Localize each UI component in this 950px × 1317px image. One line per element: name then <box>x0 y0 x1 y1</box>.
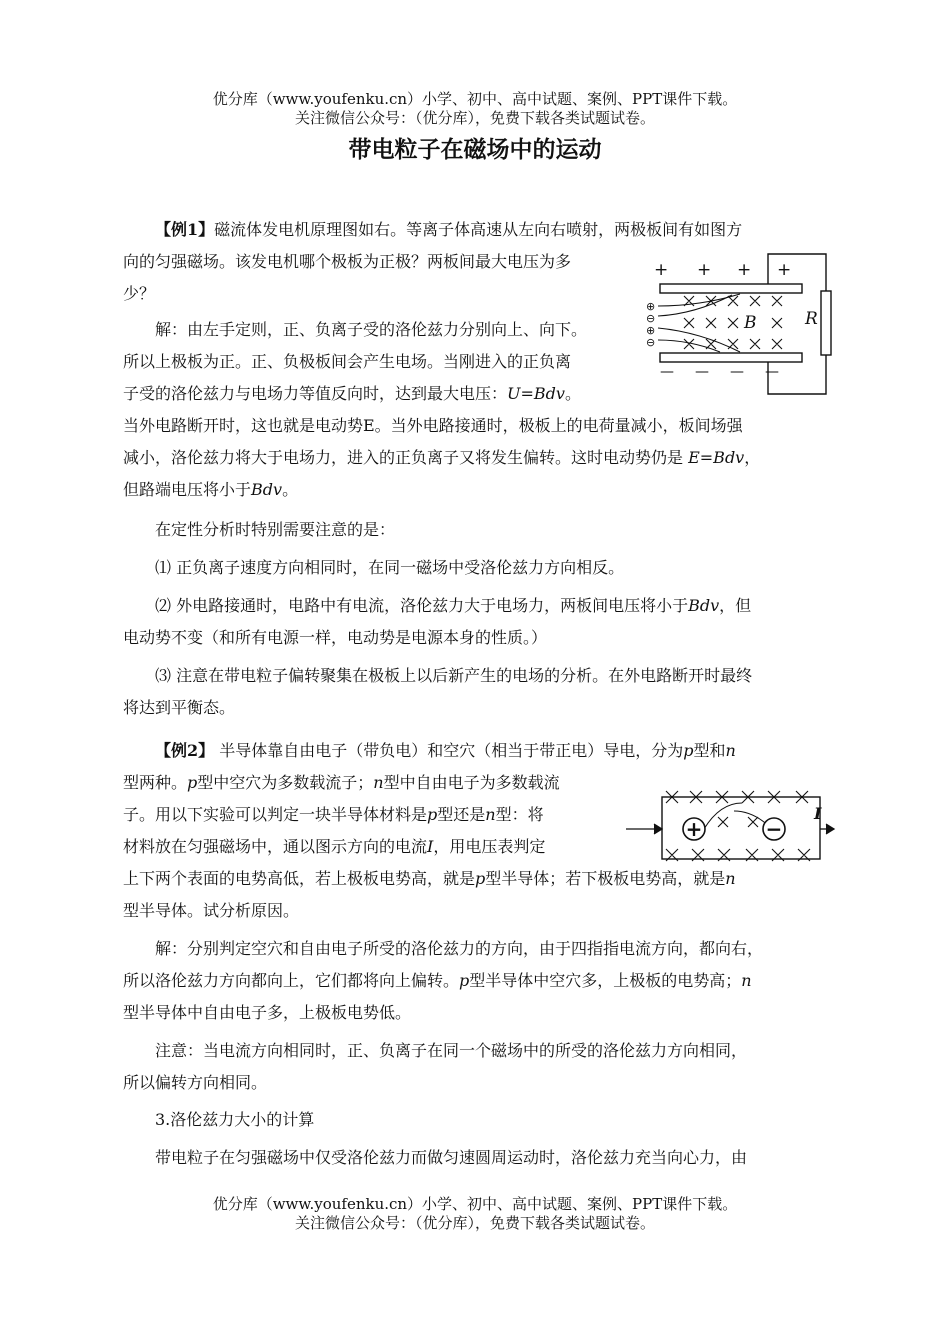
top-plate <box>660 284 802 293</box>
positive-ion-icon: ⊕ <box>646 324 656 337</box>
plus-sign: + <box>697 260 712 280</box>
example1-solution-line5: 减小，洛伦兹力将大于电场力，进入的正负离子又将发生偏转。这时电动势仍是 E=Bdv， <box>123 448 761 467</box>
minus-symbol: − <box>765 817 783 841</box>
example1-solution-line4: 当外电路断开时，这也就是电动势E。当外电路接通时，极板上的电荷量减小，板间场强 <box>123 416 743 435</box>
example2-line4: 材料放在匀强磁场中，通以图示方向的电流I，用电压表判定 <box>123 837 546 856</box>
example2-line2: 型两种。p型中空穴为多数载流子；n型中自由电子为多数载流 <box>123 773 560 792</box>
minus-sign: — <box>695 364 709 380</box>
magnetic-field-crosses <box>684 296 782 349</box>
example1-solution-line1: 解：由左手定则，正、负离子受的洛伦兹力分别向上、向下。 <box>155 320 588 339</box>
negative-ion-icon: ⊖ <box>646 312 656 325</box>
example1-solution-line6: 但路端电压将小于Bdv。 <box>123 480 299 499</box>
current-label-I: I <box>814 804 822 823</box>
example2-note-line1: 注意：当电流方向相同时，正、负离子在同一个磁场中的所受的洛伦兹力方向相同， <box>155 1041 748 1060</box>
example2-solution-line3: 型半导体中自由电子多，上极板电势低。 <box>123 1003 412 1022</box>
footer-line-2: 关注微信公众号：（优分库），免费下载各类试题试卷。 <box>294 1214 655 1232</box>
section3-heading: 3.洛伦兹力大小的计算 <box>155 1110 315 1129</box>
resistor-R <box>821 291 831 355</box>
example2-line6: 型半导体。试分析原因。 <box>123 901 300 920</box>
qualitative-intro: 在定性分析时特别需要注意的是： <box>155 520 396 539</box>
section3-text: 带电粒子在匀强磁场中仅受洛伦兹力而做匀速圆周运动时，洛伦兹力充当向心力，由 <box>155 1148 748 1167</box>
bottom-plate <box>660 353 802 362</box>
label-B: B <box>744 313 757 333</box>
figure-mhd-generator <box>640 246 840 406</box>
label-R: R <box>805 309 818 329</box>
example1-question-line3: 少？ <box>123 284 156 303</box>
page-title: 带电粒子在磁场中的运动 <box>348 137 602 163</box>
negative-ion-icon: ⊖ <box>646 336 656 349</box>
ion-trajectories <box>658 294 740 352</box>
plus-sign: + <box>777 260 792 280</box>
minus-sign: — <box>730 364 744 380</box>
minus-sign: — <box>765 364 779 380</box>
example2-solution-line2: 所以洛伦兹力方向都向上，它们都将向上偏转。p型半导体中空穴多，上极板的电势高；n <box>123 971 752 990</box>
header-line-2: 关注微信公众号：（优分库），免费下载各类试题试卷。 <box>294 109 655 127</box>
current-arrow <box>626 824 834 834</box>
example1-question-line1: 【例1】磁流体发电机原理图如右。等离子体高速从左向右喷射，两极板间有如图方 <box>155 220 743 239</box>
footer-line-1: 优分库（www.youfenku.cn）小学、初中、高中试题、案例、PPT课件下载。 <box>212 1195 738 1213</box>
header-line-1: 优分库（www.youfenku.cn）小学、初中、高中试题、案例、PPT课件下载。 <box>212 90 738 108</box>
section3-block <box>123 1104 833 1174</box>
example2-solution-line1: 解：分别判定空穴和自由电子所受的洛伦兹力的方向，由于四指指电流方向，都向右， <box>155 939 764 958</box>
qualitative-point-1: ⑴ 正负离子速度方向相同时，在同一磁场中受洛伦兹力方向相反。 <box>155 558 625 577</box>
example2-line5: 上下两个表面的电势高低，若上极板电势高，就是p型半导体；若下极板电势高，就是n <box>123 869 736 888</box>
minus-sign: — <box>660 364 674 380</box>
plus-sign: + <box>737 260 752 280</box>
example1-solution-line2: 所以上极板为正。正、负极板间会产生电场。当刚进入的正负离 <box>123 352 572 371</box>
example1-question-line2: 向的匀强磁场。该发电机哪个极板为正极？两板间最大电压为多 <box>123 252 572 271</box>
example2-note-line2: 所以偏转方向相同。 <box>123 1073 268 1092</box>
example2-line1: 【例2】 半导体靠自由电子（带负电）和空穴（相当于带正电）导电，分为p型和n <box>155 741 736 760</box>
plus-symbol: + <box>685 817 703 841</box>
qualitative-point-2-cont: 电动势不变（和所有电源一样，电动势是电源本身的性质。） <box>123 628 548 647</box>
qualitative-point-3: ⑶ 注意在带电粒子偏转聚集在极板上以后新产生的电场的分析。在外电路断开时最终 <box>155 666 753 685</box>
example2-line3: 子。用以下实验可以判定一块半导体材料是p型还是n型：将 <box>123 805 544 824</box>
positive-ion-icon: ⊕ <box>646 300 656 313</box>
example2-label: 【例2】 <box>155 741 215 760</box>
example1-label: 【例1】 <box>155 220 215 239</box>
qualitative-point-2: ⑵ 外电路接通时，电路中有电流，洛伦兹力大于电场力，两板间电压将小于Bdv，但 <box>155 596 752 615</box>
example1-solution-line3: 子受的洛伦兹力与电场力等值反向时，达到最大电压：U=Bdv。 <box>123 384 581 403</box>
qualitative-notes <box>123 514 833 724</box>
qualitative-point-3-cont: 将达到平衡态。 <box>123 698 236 717</box>
carrier-trajectories <box>704 803 772 829</box>
figure-semiconductor <box>624 789 836 865</box>
plus-sign: + <box>654 260 669 280</box>
